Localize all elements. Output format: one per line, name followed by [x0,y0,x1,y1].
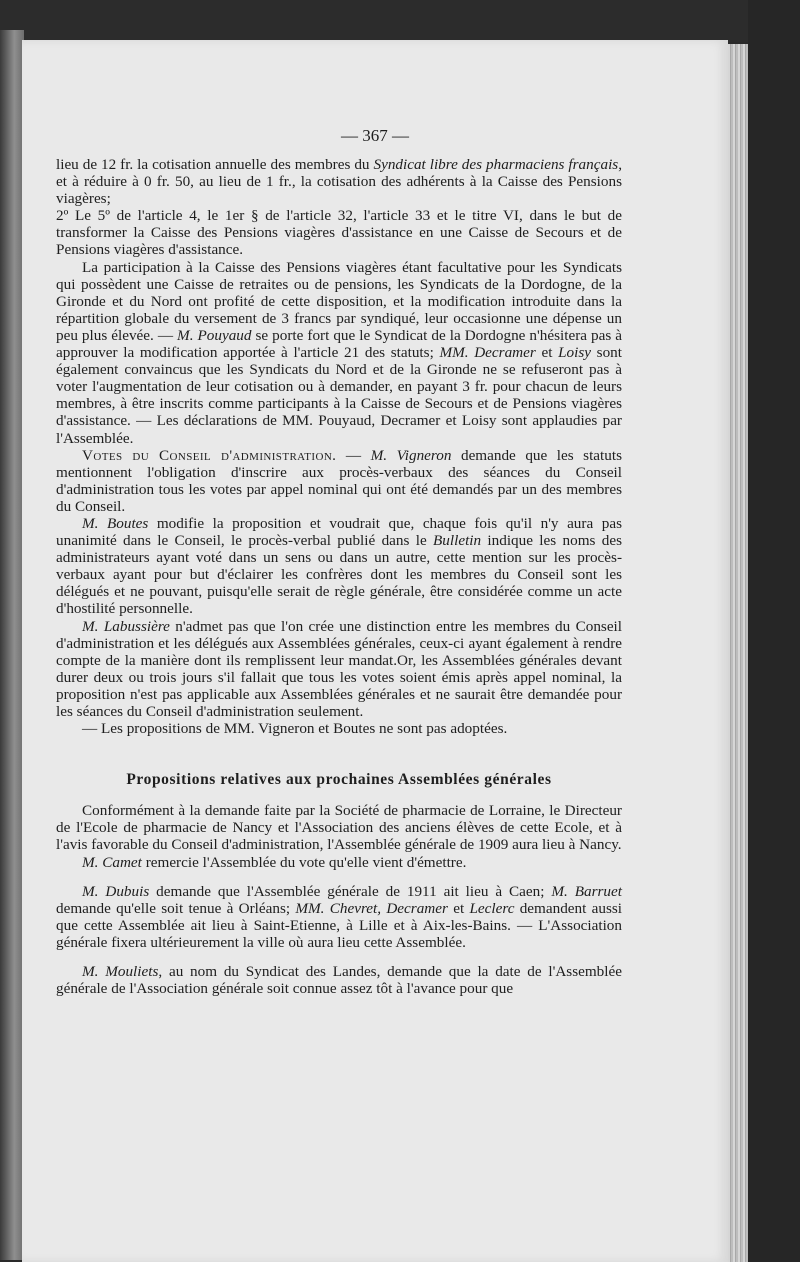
heading-spacer [56,788,622,802]
scan-background-top [0,0,800,42]
body-text [56,156,622,997]
page-number: — 367 — [341,126,409,145]
paragraph-11: M. Mouliets, au nom du Syndicat des Landes, demande que la date de l'Assemblée générale de l'Association générale soit connue assez tôt à l'avance pour que [56,963,622,998]
paragraph-1: lieu de 12 fr. la cotisation annuelle des membres du Syndicat libre des pharmaciens français, et à réduire à 0 fr. 50, au lieu de 1 fr., la cotisation des adhérents à la Caisse des Pensions viagères; [56,156,623,208]
paragraph-5: M. Boutes modifie la proposition et voudrait que, chaque fois qu'il n'y aura pas unanimité dans le Conseil, le procès-verbal publié dans le Bulletin indique les noms des administrateurs ayant voté dans un sens ou dans un autre, cette mention sur les procès-verbaux ayant pour but d'éclairer les confrères dont les membres du Conseil sont les délégués et ne pouvant, puisqu'elle serait de règle générale, être considérée comme un acte d'hostilité personnelle. [56,514,622,618]
paragraph-9: M. Camet remercie l'Assemblée du vote qu'elle vient d'émettre. [82,853,467,871]
page-stack-edge [726,44,748,1262]
paragraph-3: La participation à la Caisse des Pensions viagères étant facultative pour les Syndicats qui possèdent une Caisse de retraites ou de pensions, les Syndicats de la Dordogne, de la Gironde et du Nord ont profité de cette disposition, et la modification introduite dans la répartition globale du versement de 3 francs par syndiqué, leur occasionne une dépense un peu plus élevée. — M. Pouyaud se porte fort que le Syndicat de la Dordogne n'hésitera pas à approuver la modification apportée à l'article 21 des statuts; MM. Decramer et Loisy sont également convaincus que les Syndicats du Nord et de la Gironde ne se refuseront pas à voter l'augmentation de leur cotisation ou à demander, en payant 3 fr. pour chacun de leurs membres, à être inscrits comme participants à la Caisse de Secours et de Pensions viagères d'assistance. — Les déclarations de MM. Pouyaud, Decramer et Loisy sont applaudies par l'Assemblée. [56,258,622,447]
subsection-title: Votes du Conseil d'administration. [82,446,337,464]
paragraph-10: M. Dubuis demande que l'Assemblée générale de 1911 ait lieu à Caen; M. Barruet demande qu'elle soit tenue à Orléans; MM. Chevret, Decramer et Leclerc demandent aussi que cette Assemblée ait lieu à Saint-Etienne, à Lille et à Aix-les-Bains. — L'Association générale fixera ultérieurement la ville où aura lieu cette Assemblée. [56,882,623,951]
left-page-edge [0,30,24,1260]
section-spacer [56,737,622,771]
section-heading: Propositions relatives aux prochaines Assemblées générales [126,771,552,789]
paragraph-2: 2º Le 5º de l'article 4, le 1er § de l'article 32, l'article 33 et le titre VI, dans le but de transformer la Caisse des Pensions viagères d'assistance en une Caisse de Secours et de Pensions viagères d'assistance. [56,207,622,259]
paragraph-8: Conformément à la demande faite par la Société de pharmacie de Lorraine, le Directeur de l'Ecole de pharmacie de Nancy et l'Association des anciens élèves de cette Ecole, et à l'avis favorable du Conseil d'administration, l'Assemblée générale de 1909 aura lieu à Nancy. [56,802,622,854]
paragraph-6: M. Labussière n'admet pas que l'on crée une distinction entre les membres du Conseil d'administration et les délégués aux Assemblées générales, ceux-ci ayant également à rendre compte de la manière dont ils remplissent leur mandat.Or, les Assemblées générales devant durer deux ou trois jours s'il fallait que tous les votes soient émis après appel nominal, la proposition n'est pas applicable aux Assemblées générales et ne saurait être demandée pour les séances du Conseil d'administration seulement. [56,617,622,720]
paragraph-7: — Les propositions de MM. Vigneron et Boutes ne sont pas adoptées. [82,720,508,738]
paragraph-spacer [56,871,622,883]
syndicate-name: Syndicat libre des pharmaciens français [373,156,619,173]
paragraph-4: Votes du Conseil d'administration. — M. Vigneron demande que les statuts mentionnent l'obligation d'inscrire aux procès-verbaux des séances du Conseil d'administration tous les votes par appel nominal qui ont été demandés par un des membres du Conseil. [56,446,622,515]
scan-background-right [748,0,800,1262]
paragraph-spacer [56,951,622,963]
